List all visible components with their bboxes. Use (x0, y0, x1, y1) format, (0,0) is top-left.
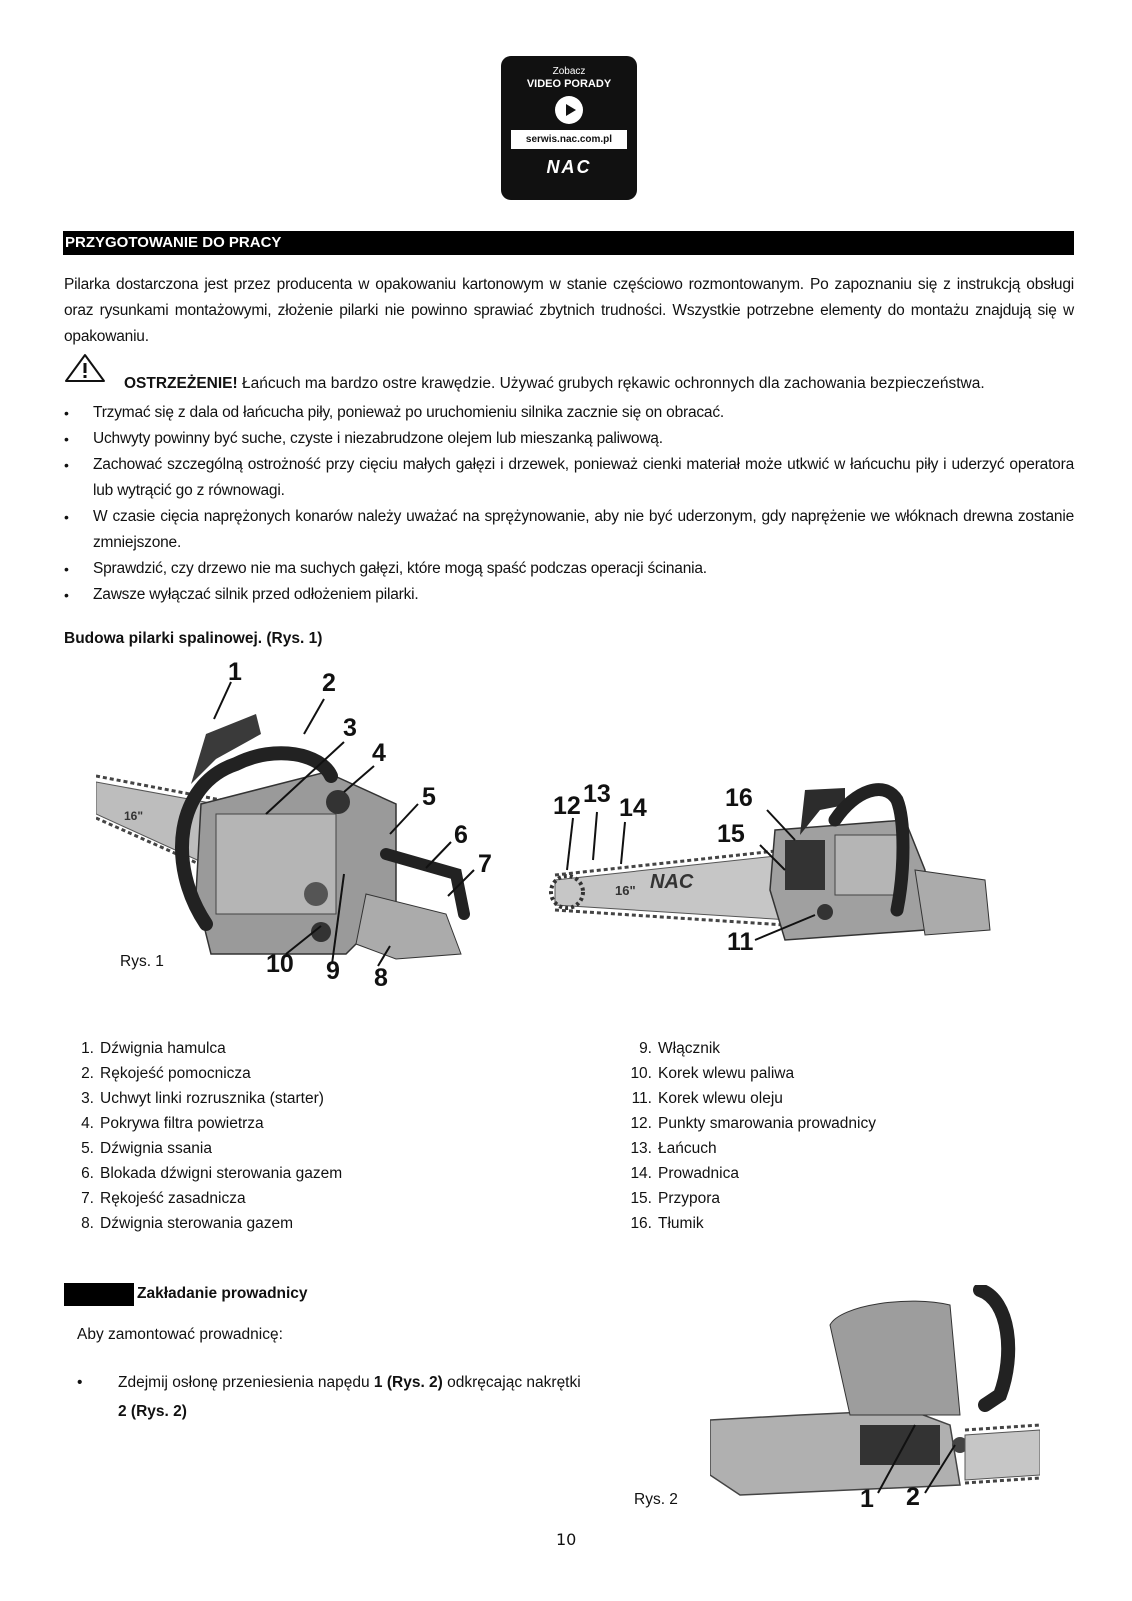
callout-fig2-1: 1 (860, 1485, 874, 1513)
callout-8: 8 (374, 964, 388, 992)
figure-2-label: Rys. 2 (634, 1491, 678, 1508)
list-item: • Sprawdzić, czy drzewo nie ma suchych gałęzi, które mogą spaść podczas operacji ścinania. (64, 556, 1074, 582)
intro-paragraph: Pilarka dostarczona jest przez producenta w opakowaniu kartonowym w stanie częściowo rozmontowanym. Po zapoznaniu się z instrukcją obsługi oraz rysunkami montażowymi, złożenie pilarki nie powinno sprawiać zbytnich trudności. Wszystkie potrzebne elementy do montażu znajdują się w opakowaniu. (64, 276, 1074, 345)
chainsaw-photo-right (545, 760, 1010, 985)
bar-marking: 16" (124, 809, 144, 823)
badge-line2: VIDEO PORADY (526, 78, 612, 90)
callout-5: 5 (422, 783, 436, 811)
nac-logo: NAC (546, 157, 592, 177)
parts-list-right (614, 1036, 1014, 1236)
callout-16: 16 (725, 784, 753, 812)
callout-10: 10 (266, 950, 294, 978)
callout-7: 7 (478, 850, 492, 878)
callout-14: 14 (619, 794, 647, 822)
heading-marker-block (64, 1283, 134, 1306)
list-item: • W czasie cięcia naprężonych konarów należy uważać na sprężynowanie, aby nie być uderzonym, gdy naprężenie we włóknach drewna zostanie zmniejszone. (64, 504, 1074, 556)
list-item: • Uchwyty powinny być suche, czyste i niezabrudzone olejem lub mieszanką paliwową. (64, 426, 1074, 452)
callout-fig2-2: 2 (906, 1483, 920, 1511)
list-item: 11. Korek wlewu oleju (631, 1090, 783, 1107)
callout-15: 15 (717, 820, 745, 848)
callout-9: 9 (326, 957, 340, 985)
warning-line (124, 375, 985, 393)
warning-label: OSTRZEŻENIE! (124, 375, 238, 392)
list-item: • Zawsze wyłączać silnik przed odłożeniem pilarki. (64, 582, 1074, 608)
zakladanie-intro: Aby zamontować prowadnicę: (77, 1326, 283, 1343)
list-item: 7. Rękojeść zasadnicza (81, 1190, 246, 1207)
bar-marking-right: 16" (615, 883, 636, 898)
callout-6: 6 (454, 821, 468, 849)
nac-bar-logo: NAC (650, 871, 694, 893)
callout-2: 2 (322, 669, 336, 697)
list-item: 12. Punkty smarowania prowadnicy (630, 1115, 876, 1132)
list-item: 6. Blokada dźwigni sterowania gazem (81, 1165, 343, 1182)
figure-1-label: Rys. 1 (120, 953, 164, 970)
warning-text: Łańcuch ma bardzo ostre krawędzie. Używać grubych rękawic ochronnych dla zachowania bezpieczeństwa. (237, 375, 985, 392)
callout-1: 1 (228, 658, 242, 686)
list-item: 8. Dźwignia sterowania gazem (81, 1215, 293, 1232)
section-title: PRZYGOTOWANIE DO PRACY (63, 231, 1074, 255)
callout-13: 13 (583, 780, 611, 808)
list-item: 10. Korek wlewu paliwa (630, 1065, 795, 1082)
list-item: • Zachować szczególną ostrożność przy cięciu małych gałęzi i drzewek, ponieważ cienki materiał może utkwić w łańcuchu piły i uderzyć operatora lub wytrącić go z równowagi. (64, 452, 1074, 504)
badge-line1: Zobacz (552, 66, 586, 77)
list-item: • Trzymać się z dala od łańcucha piły, ponieważ po uruchomieniu silnika zacznie się on obracać. (64, 400, 1074, 426)
safety-bullets (64, 400, 1074, 608)
video-badge[interactable] (501, 56, 637, 200)
warning-icon (64, 353, 106, 383)
callout-3: 3 (343, 714, 357, 742)
badge-url[interactable]: serwis.nac.com.pl (511, 130, 627, 149)
list-item: 16. Tłumik (630, 1215, 704, 1232)
page-number: 10 (556, 1530, 577, 1549)
parts-list-left (64, 1036, 564, 1236)
list-item: 5. Dźwignia ssania (81, 1140, 212, 1157)
play-icon[interactable] (555, 96, 583, 124)
list-item: 14. Prowadnica (630, 1165, 739, 1182)
zakladanie-heading: Zakładanie prowadnicy (137, 1285, 308, 1302)
bullet-dot-icon: • (77, 1374, 83, 1391)
chainsaw-fig2-drawing (710, 1285, 1040, 1520)
chainsaw-photo-fig2 (710, 1285, 1040, 1520)
callout-4: 4 (372, 739, 386, 767)
budowa-heading: Budowa pilarki spalinowej. (Rys. 1) (64, 630, 323, 647)
callout-11: 11 (727, 928, 754, 956)
list-item: 2. Rękojeść pomocnicza (81, 1065, 251, 1082)
chainsaw-right-drawing (545, 760, 1010, 985)
callout-12: 12 (553, 792, 581, 820)
list-item: 1. Dźwignia hamulca (81, 1040, 226, 1057)
zakladanie-step: • Zdejmij osłonę przeniesienia napędu 1 (Rys. 2) odkręcając nakrętki 2 (Rys. 2) (77, 1368, 597, 1426)
list-item: 13. Łańcuch (630, 1140, 717, 1157)
list-item: 9. Włącznik (639, 1040, 721, 1057)
list-item: 15. Przypora (630, 1190, 721, 1207)
list-item: 4. Pokrywa filtra powietrza (81, 1115, 264, 1132)
list-item: 3. Uchwyt linki rozrusznika (starter) (81, 1090, 324, 1107)
